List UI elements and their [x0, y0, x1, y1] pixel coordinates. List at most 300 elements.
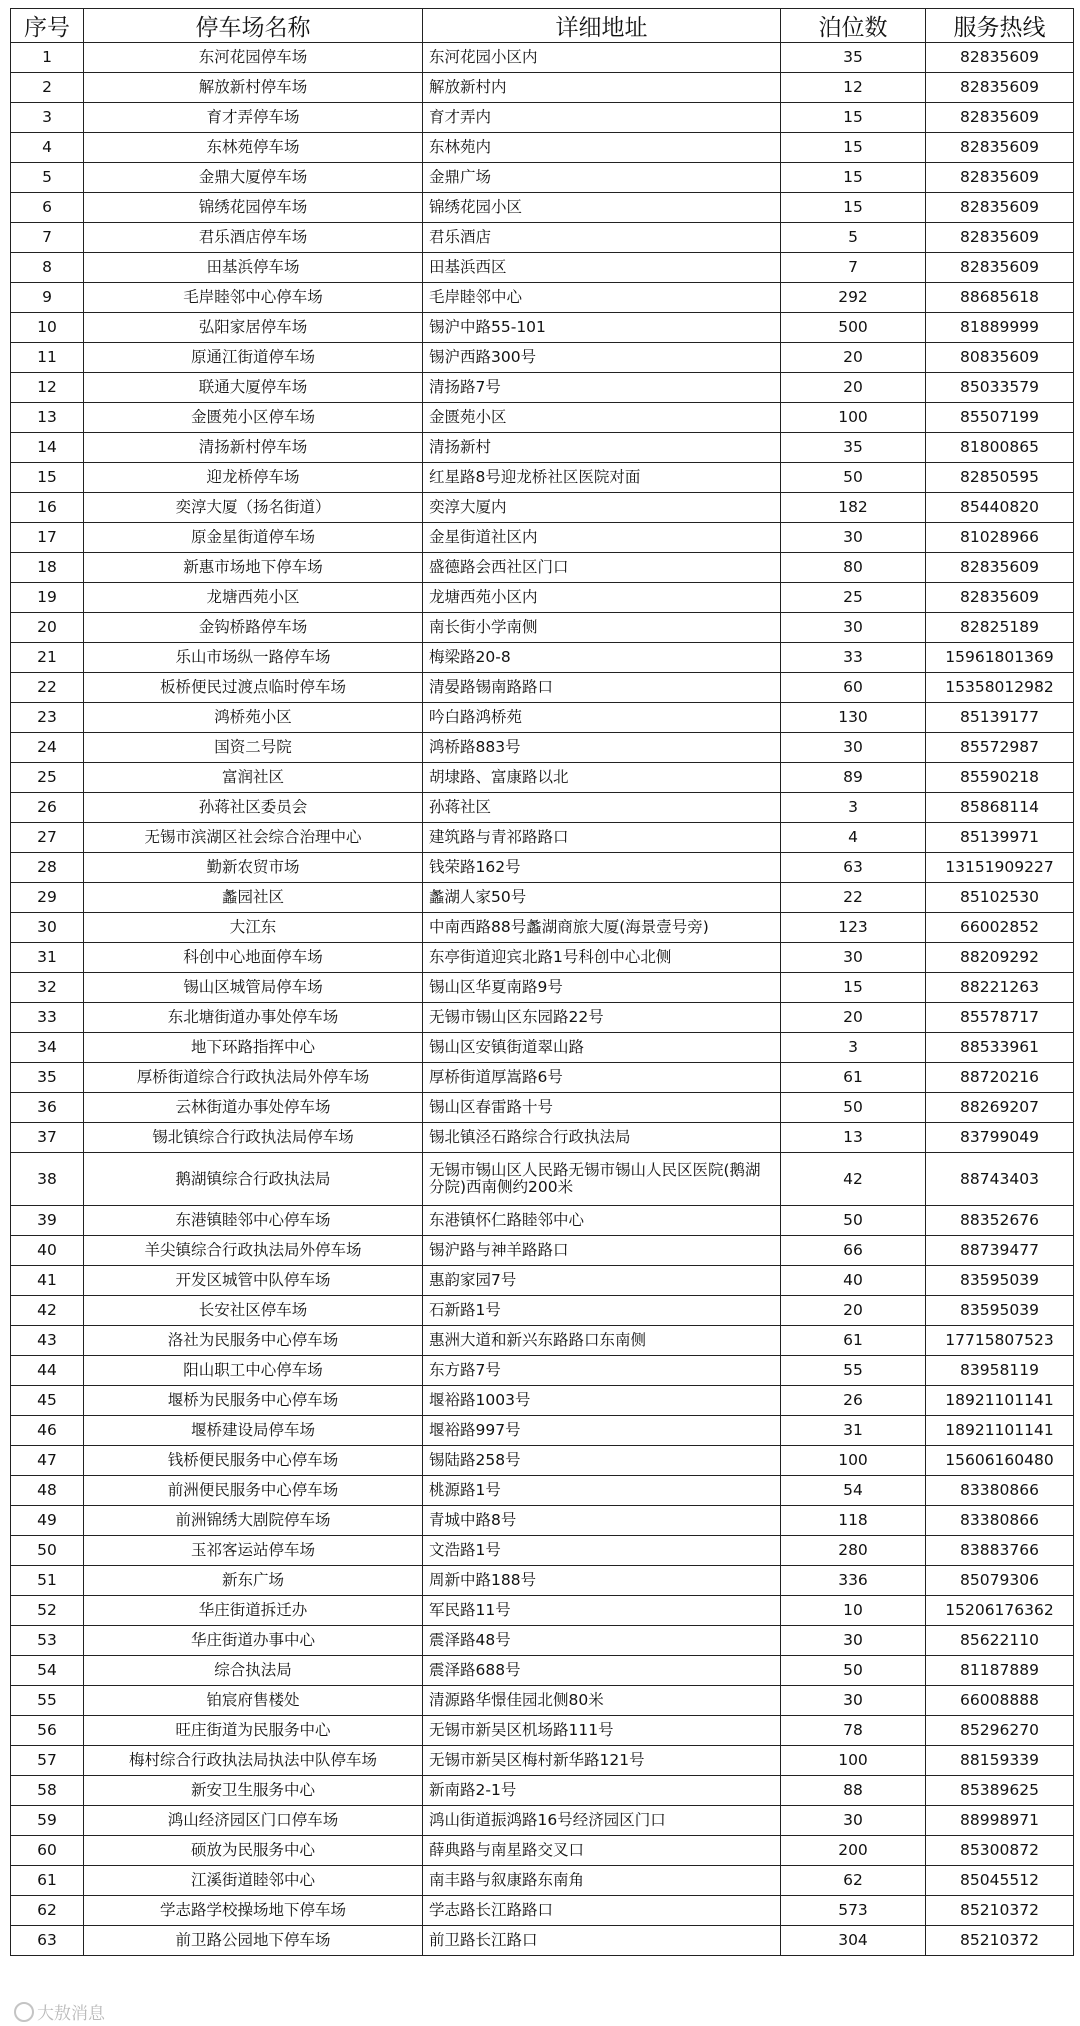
cell-parking-spaces: 31 — [781, 1416, 926, 1446]
cell-address: 堰裕路997号 — [423, 1416, 781, 1446]
cell-serial-number: 27 — [11, 823, 84, 853]
table-row — [11, 1356, 1074, 1386]
cell-serial-number: 10 — [11, 313, 84, 343]
cell-parking-spaces: 3 — [781, 793, 926, 823]
cell-parking-name: 铂宸府售楼处 — [84, 1686, 423, 1716]
cell-address: 锡陆路258号 — [423, 1446, 781, 1476]
cell-parking-name: 弘阳家居停车场 — [84, 313, 423, 343]
table-row — [11, 343, 1074, 373]
cell-parking-spaces: 20 — [781, 1296, 926, 1326]
table-row — [11, 1926, 1074, 1956]
cell-address: 东亭街道迎宾北路1号科创中心北侧 — [423, 943, 781, 973]
cell-address: 无锡市锡山区东园路22号 — [423, 1003, 781, 1033]
cell-address: 南长街小学南侧 — [423, 613, 781, 643]
cell-serial-number: 53 — [11, 1626, 84, 1656]
cell-service-hotline: 81800865 — [926, 433, 1074, 463]
cell-serial-number: 46 — [11, 1416, 84, 1446]
cell-service-hotline: 82835609 — [926, 223, 1074, 253]
cell-serial-number: 5 — [11, 163, 84, 193]
cell-address: 青城中路8号 — [423, 1506, 781, 1536]
cell-serial-number: 19 — [11, 583, 84, 613]
table-row — [11, 1206, 1074, 1236]
cell-serial-number: 1 — [11, 43, 84, 73]
cell-parking-spaces: 12 — [781, 73, 926, 103]
cell-parking-spaces: 61 — [781, 1326, 926, 1356]
cell-address: 梅梁路20-8 — [423, 643, 781, 673]
cell-service-hotline: 82835609 — [926, 163, 1074, 193]
cell-service-hotline: 85033579 — [926, 373, 1074, 403]
cell-serial-number: 35 — [11, 1063, 84, 1093]
cell-parking-name: 堰桥建设局停车场 — [84, 1416, 423, 1446]
cell-parking-spaces: 118 — [781, 1506, 926, 1536]
cell-parking-spaces: 573 — [781, 1896, 926, 1926]
cell-address: 惠韵家园7号 — [423, 1266, 781, 1296]
cell-parking-name: 厚桥街道综合行政执法局外停车场 — [84, 1063, 423, 1093]
cell-serial-number: 37 — [11, 1123, 84, 1153]
cell-serial-number: 6 — [11, 193, 84, 223]
cell-serial-number: 41 — [11, 1266, 84, 1296]
cell-parking-name: 羊尖镇综合行政执法局外停车场 — [84, 1236, 423, 1266]
cell-address: 育才弄内 — [423, 103, 781, 133]
cell-serial-number: 12 — [11, 373, 84, 403]
cell-service-hotline: 15606160480 — [926, 1446, 1074, 1476]
cell-address: 锡沪西路300号 — [423, 343, 781, 373]
cell-parking-name: 前洲锦绣大剧院停车场 — [84, 1506, 423, 1536]
watermark-logo-icon — [14, 2002, 34, 2022]
cell-service-hotline: 88352676 — [926, 1206, 1074, 1236]
cell-address: 锡北镇泾石路综合行政执法局 — [423, 1123, 781, 1153]
cell-serial-number: 39 — [11, 1206, 84, 1236]
cell-parking-spaces: 15 — [781, 133, 926, 163]
table-row — [11, 73, 1074, 103]
table-row — [11, 1626, 1074, 1656]
cell-parking-name: 无锡市滨湖区社会综合治理中心 — [84, 823, 423, 853]
cell-parking-name: 东港镇睦邻中心停车场 — [84, 1206, 423, 1236]
cell-serial-number: 45 — [11, 1386, 84, 1416]
cell-address: 无锡市新吴区梅村新华路121号 — [423, 1746, 781, 1776]
cell-address: 南丰路与叙康路东南角 — [423, 1866, 781, 1896]
cell-parking-spaces: 50 — [781, 463, 926, 493]
table-row — [11, 583, 1074, 613]
cell-parking-spaces: 33 — [781, 643, 926, 673]
table-row — [11, 1236, 1074, 1266]
cell-address: 锡山区华夏南路9号 — [423, 973, 781, 1003]
cell-service-hotline: 82850595 — [926, 463, 1074, 493]
cell-serial-number: 63 — [11, 1926, 84, 1956]
cell-service-hotline: 82835609 — [926, 193, 1074, 223]
cell-address: 薛典路与南星路交叉口 — [423, 1836, 781, 1866]
cell-service-hotline: 66008888 — [926, 1686, 1074, 1716]
cell-service-hotline: 88998971 — [926, 1806, 1074, 1836]
cell-address: 清扬新村 — [423, 433, 781, 463]
cell-service-hotline: 85079306 — [926, 1566, 1074, 1596]
cell-serial-number: 24 — [11, 733, 84, 763]
cell-address: 君乐酒店 — [423, 223, 781, 253]
cell-address: 无锡市锡山区人民路无锡市锡山人民区医院(鹅湖分院)西南侧约200米 — [423, 1153, 781, 1206]
cell-parking-spaces: 26 — [781, 1386, 926, 1416]
cell-parking-name: 原金星街道停车场 — [84, 523, 423, 553]
cell-parking-name: 前洲便民服务中心停车场 — [84, 1476, 423, 1506]
cell-parking-spaces: 4 — [781, 823, 926, 853]
cell-parking-spaces: 13 — [781, 1123, 926, 1153]
cell-service-hotline: 85507199 — [926, 403, 1074, 433]
cell-serial-number: 52 — [11, 1596, 84, 1626]
cell-parking-name: 学志路学校操场地下停车场 — [84, 1896, 423, 1926]
table-row — [11, 1266, 1074, 1296]
cell-parking-spaces: 5 — [781, 223, 926, 253]
table-row — [11, 1866, 1074, 1896]
cell-serial-number: 23 — [11, 703, 84, 733]
table-row — [11, 253, 1074, 283]
cell-parking-name: 育才弄停车场 — [84, 103, 423, 133]
cell-parking-name: 清扬新村停车场 — [84, 433, 423, 463]
cell-serial-number: 40 — [11, 1236, 84, 1266]
cell-parking-name: 田基浜停车场 — [84, 253, 423, 283]
cell-address: 震泽路48号 — [423, 1626, 781, 1656]
cell-service-hotline: 83958119 — [926, 1356, 1074, 1386]
header-serial-number: 序号 — [11, 9, 84, 43]
cell-service-hotline: 82835609 — [926, 103, 1074, 133]
table-row — [11, 223, 1074, 253]
cell-parking-name: 联通大厦停车场 — [84, 373, 423, 403]
cell-parking-name: 江溪街道睦邻中心 — [84, 1866, 423, 1896]
cell-parking-name: 富润社区 — [84, 763, 423, 793]
table-row — [11, 823, 1074, 853]
cell-service-hotline: 85622110 — [926, 1626, 1074, 1656]
cell-serial-number: 38 — [11, 1153, 84, 1206]
cell-parking-name: 金钩桥路停车场 — [84, 613, 423, 643]
cell-parking-name: 勤新农贸市场 — [84, 853, 423, 883]
cell-parking-spaces: 304 — [781, 1926, 926, 1956]
cell-address: 鸿山街道振鸿路16号经济园区门口 — [423, 1806, 781, 1836]
cell-serial-number: 4 — [11, 133, 84, 163]
table-row — [11, 1153, 1074, 1206]
cell-parking-name: 云林街道办事处停车场 — [84, 1093, 423, 1123]
cell-address: 厚桥街道厚嵩路6号 — [423, 1063, 781, 1093]
cell-parking-spaces: 15 — [781, 193, 926, 223]
cell-serial-number: 61 — [11, 1866, 84, 1896]
cell-serial-number: 49 — [11, 1506, 84, 1536]
table-row — [11, 1093, 1074, 1123]
table-row — [11, 1446, 1074, 1476]
table-row — [11, 1716, 1074, 1746]
table-row — [11, 1123, 1074, 1153]
cell-address: 建筑路与青祁路路口 — [423, 823, 781, 853]
cell-serial-number: 56 — [11, 1716, 84, 1746]
table-row — [11, 733, 1074, 763]
cell-serial-number: 32 — [11, 973, 84, 1003]
cell-service-hotline: 85139177 — [926, 703, 1074, 733]
cell-parking-name: 大江东 — [84, 913, 423, 943]
cell-service-hotline: 88159339 — [926, 1746, 1074, 1776]
cell-parking-spaces: 292 — [781, 283, 926, 313]
table-row — [11, 283, 1074, 313]
cell-parking-name: 东林苑停车场 — [84, 133, 423, 163]
cell-parking-name: 板桥便民过渡点临时停车场 — [84, 673, 423, 703]
cell-parking-spaces: 55 — [781, 1356, 926, 1386]
cell-service-hotline: 85210372 — [926, 1926, 1074, 1956]
cell-address: 锡山区春雷路十号 — [423, 1093, 781, 1123]
table-row — [11, 943, 1074, 973]
cell-parking-name: 梅村综合行政执法局执法中队停车场 — [84, 1746, 423, 1776]
cell-parking-spaces: 10 — [781, 1596, 926, 1626]
cell-parking-spaces: 66 — [781, 1236, 926, 1266]
cell-address: 东港镇怀仁路睦邻中心 — [423, 1206, 781, 1236]
cell-parking-name: 阳山职工中心停车场 — [84, 1356, 423, 1386]
cell-parking-name: 华庄街道办事中心 — [84, 1626, 423, 1656]
cell-serial-number: 48 — [11, 1476, 84, 1506]
cell-serial-number: 14 — [11, 433, 84, 463]
header-parking-name: 停车场名称 — [84, 9, 423, 43]
cell-service-hotline: 85045512 — [926, 1866, 1074, 1896]
cell-service-hotline: 88533961 — [926, 1033, 1074, 1063]
table-row — [11, 433, 1074, 463]
cell-address: 清晏路锡南路路口 — [423, 673, 781, 703]
cell-parking-spaces: 60 — [781, 673, 926, 703]
cell-parking-spaces: 89 — [781, 763, 926, 793]
cell-address: 钱荣路162号 — [423, 853, 781, 883]
cell-serial-number: 54 — [11, 1656, 84, 1686]
cell-parking-spaces: 30 — [781, 523, 926, 553]
cell-parking-spaces: 30 — [781, 1686, 926, 1716]
cell-serial-number: 50 — [11, 1536, 84, 1566]
table-row — [11, 103, 1074, 133]
table-row — [11, 883, 1074, 913]
table-row — [11, 523, 1074, 553]
cell-service-hotline: 88739477 — [926, 1236, 1074, 1266]
watermark — [14, 1999, 105, 2024]
cell-address: 红星路8号迎龙桥社区医院对面 — [423, 463, 781, 493]
cell-serial-number: 55 — [11, 1686, 84, 1716]
cell-serial-number: 15 — [11, 463, 84, 493]
cell-serial-number: 25 — [11, 763, 84, 793]
cell-parking-spaces: 15 — [781, 973, 926, 1003]
table-row — [11, 133, 1074, 163]
table-row — [11, 463, 1074, 493]
cell-parking-name: 华庄街道拆迁办 — [84, 1596, 423, 1626]
table-row — [11, 763, 1074, 793]
cell-address: 金鼎广场 — [423, 163, 781, 193]
cell-service-hotline: 15961801369 — [926, 643, 1074, 673]
cell-parking-name: 鹅湖镇综合行政执法局 — [84, 1153, 423, 1206]
cell-parking-name: 孙蒋社区委员会 — [84, 793, 423, 823]
table-row — [11, 1386, 1074, 1416]
cell-service-hotline: 82835609 — [926, 133, 1074, 163]
cell-parking-name: 解放新村停车场 — [84, 73, 423, 103]
cell-parking-name: 迎龙桥停车场 — [84, 463, 423, 493]
cell-address: 吟白路鸿桥苑 — [423, 703, 781, 733]
cell-service-hotline: 82835609 — [926, 43, 1074, 73]
cell-parking-spaces: 200 — [781, 1836, 926, 1866]
cell-serial-number: 2 — [11, 73, 84, 103]
table-row — [11, 403, 1074, 433]
cell-parking-spaces: 15 — [781, 163, 926, 193]
cell-address: 龙塘西苑小区内 — [423, 583, 781, 613]
cell-service-hotline: 18921101141 — [926, 1386, 1074, 1416]
cell-service-hotline: 81889999 — [926, 313, 1074, 343]
cell-parking-spaces: 100 — [781, 1446, 926, 1476]
table-row — [11, 373, 1074, 403]
cell-serial-number: 28 — [11, 853, 84, 883]
cell-serial-number: 29 — [11, 883, 84, 913]
cell-service-hotline: 82835609 — [926, 73, 1074, 103]
table-row — [11, 1896, 1074, 1926]
cell-serial-number: 18 — [11, 553, 84, 583]
cell-address: 盛德路会西社区门口 — [423, 553, 781, 583]
cell-parking-spaces: 62 — [781, 1866, 926, 1896]
cell-service-hotline: 85139971 — [926, 823, 1074, 853]
table-row — [11, 853, 1074, 883]
cell-parking-spaces: 35 — [781, 433, 926, 463]
cell-service-hotline: 88209292 — [926, 943, 1074, 973]
table-row — [11, 1656, 1074, 1686]
cell-address: 蠡湖人家50号 — [423, 883, 781, 913]
table-row — [11, 1686, 1074, 1716]
cell-serial-number: 59 — [11, 1806, 84, 1836]
table-row — [11, 1296, 1074, 1326]
cell-parking-spaces: 30 — [781, 613, 926, 643]
cell-address: 东林苑内 — [423, 133, 781, 163]
cell-parking-name: 东北塘街道办事处停车场 — [84, 1003, 423, 1033]
cell-service-hotline: 66002852 — [926, 913, 1074, 943]
cell-parking-spaces: 100 — [781, 403, 926, 433]
cell-parking-spaces: 3 — [781, 1033, 926, 1063]
cell-serial-number: 62 — [11, 1896, 84, 1926]
cell-parking-name: 君乐酒店停车场 — [84, 223, 423, 253]
cell-serial-number: 36 — [11, 1093, 84, 1123]
cell-parking-spaces: 50 — [781, 1656, 926, 1686]
cell-parking-name: 新安卫生服务中心 — [84, 1776, 423, 1806]
cell-address: 惠洲大道和新兴东路路口东南侧 — [423, 1326, 781, 1356]
cell-parking-spaces: 30 — [781, 733, 926, 763]
cell-serial-number: 47 — [11, 1446, 84, 1476]
cell-parking-spaces: 61 — [781, 1063, 926, 1093]
cell-parking-spaces: 80 — [781, 553, 926, 583]
cell-service-hotline: 85296270 — [926, 1716, 1074, 1746]
cell-address: 震泽路688号 — [423, 1656, 781, 1686]
cell-service-hotline: 83883766 — [926, 1536, 1074, 1566]
header-address: 详细地址 — [423, 9, 781, 43]
cell-parking-name: 硕放为民服务中心 — [84, 1836, 423, 1866]
table-body — [11, 43, 1074, 1956]
cell-address: 清扬路7号 — [423, 373, 781, 403]
cell-address: 无锡市新吴区机场路111号 — [423, 1716, 781, 1746]
cell-parking-spaces: 500 — [781, 313, 926, 343]
cell-service-hotline: 88221263 — [926, 973, 1074, 1003]
cell-parking-name: 新东广场 — [84, 1566, 423, 1596]
cell-parking-spaces: 15 — [781, 103, 926, 133]
cell-parking-name: 前卫路公园地下停车场 — [84, 1926, 423, 1956]
cell-address: 军民路11号 — [423, 1596, 781, 1626]
cell-service-hotline: 85300872 — [926, 1836, 1074, 1866]
cell-serial-number: 22 — [11, 673, 84, 703]
cell-serial-number: 34 — [11, 1033, 84, 1063]
cell-service-hotline: 82835609 — [926, 583, 1074, 613]
cell-parking-spaces: 182 — [781, 493, 926, 523]
table-row — [11, 1506, 1074, 1536]
cell-parking-name: 金匮苑小区停车场 — [84, 403, 423, 433]
cell-address: 石新路1号 — [423, 1296, 781, 1326]
cell-parking-name: 锦绣花园停车场 — [84, 193, 423, 223]
table-row — [11, 313, 1074, 343]
cell-address: 学志路长江路路口 — [423, 1896, 781, 1926]
cell-service-hotline: 88685618 — [926, 283, 1074, 313]
cell-address: 解放新村内 — [423, 73, 781, 103]
cell-service-hotline: 81028966 — [926, 523, 1074, 553]
cell-address: 锡沪路与神羊路路口 — [423, 1236, 781, 1266]
cell-address: 新南路2-1号 — [423, 1776, 781, 1806]
parking-lot-table — [10, 8, 1074, 1956]
cell-parking-spaces: 63 — [781, 853, 926, 883]
cell-parking-spaces: 336 — [781, 1566, 926, 1596]
cell-parking-name: 堰桥为民服务中心停车场 — [84, 1386, 423, 1416]
cell-parking-name: 开发区城管中队停车场 — [84, 1266, 423, 1296]
table-row — [11, 1326, 1074, 1356]
cell-parking-name: 国资二号院 — [84, 733, 423, 763]
cell-serial-number: 51 — [11, 1566, 84, 1596]
cell-parking-name: 金鼎大厦停车场 — [84, 163, 423, 193]
cell-parking-spaces: 20 — [781, 373, 926, 403]
cell-parking-name: 长安社区停车场 — [84, 1296, 423, 1326]
cell-address: 桃源路1号 — [423, 1476, 781, 1506]
cell-serial-number: 13 — [11, 403, 84, 433]
table-row — [11, 1063, 1074, 1093]
cell-serial-number: 17 — [11, 523, 84, 553]
cell-parking-spaces: 78 — [781, 1716, 926, 1746]
cell-serial-number: 43 — [11, 1326, 84, 1356]
cell-service-hotline: 85868114 — [926, 793, 1074, 823]
cell-service-hotline: 88720216 — [926, 1063, 1074, 1093]
cell-parking-spaces: 130 — [781, 703, 926, 733]
cell-service-hotline: 18921101141 — [926, 1416, 1074, 1446]
cell-serial-number: 31 — [11, 943, 84, 973]
cell-service-hotline: 15206176362 — [926, 1596, 1074, 1626]
table-row — [11, 1566, 1074, 1596]
cell-parking-name: 新惠市场地下停车场 — [84, 553, 423, 583]
cell-serial-number: 11 — [11, 343, 84, 373]
cell-parking-spaces: 20 — [781, 343, 926, 373]
cell-serial-number: 60 — [11, 1836, 84, 1866]
cell-parking-name: 钱桥便民服务中心停车场 — [84, 1446, 423, 1476]
cell-serial-number: 8 — [11, 253, 84, 283]
cell-address: 孙蒋社区 — [423, 793, 781, 823]
cell-parking-spaces: 88 — [781, 1776, 926, 1806]
table-row — [11, 1476, 1074, 1506]
cell-service-hotline: 83595039 — [926, 1266, 1074, 1296]
cell-address: 胡埭路、富康路以北 — [423, 763, 781, 793]
cell-parking-spaces: 100 — [781, 1746, 926, 1776]
cell-parking-spaces: 30 — [781, 1626, 926, 1656]
cell-service-hotline: 13151909227 — [926, 853, 1074, 883]
cell-parking-spaces: 35 — [781, 43, 926, 73]
cell-parking-spaces: 25 — [781, 583, 926, 613]
table-row — [11, 913, 1074, 943]
table-row — [11, 193, 1074, 223]
table-row — [11, 643, 1074, 673]
cell-address: 金星街道社区内 — [423, 523, 781, 553]
cell-service-hotline: 88269207 — [926, 1093, 1074, 1123]
cell-address: 中南西路88号蠡湖商旅大厦(海景壹号旁) — [423, 913, 781, 943]
cell-service-hotline: 88743403 — [926, 1153, 1074, 1206]
cell-service-hotline: 81187889 — [926, 1656, 1074, 1686]
table-row — [11, 43, 1074, 73]
cell-service-hotline: 85440820 — [926, 493, 1074, 523]
cell-serial-number: 3 — [11, 103, 84, 133]
cell-parking-name: 综合执法局 — [84, 1656, 423, 1686]
table-row — [11, 1536, 1074, 1566]
table-row — [11, 793, 1074, 823]
cell-parking-name: 鸿山经济园区门口停车场 — [84, 1806, 423, 1836]
